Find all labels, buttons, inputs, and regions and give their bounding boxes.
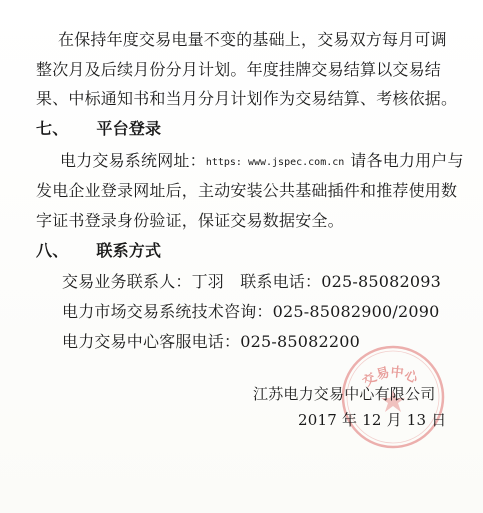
section-8-heading bbox=[36, 241, 161, 261]
paragraph-line: 字证书登录身份验证，保证交易数据安全。 bbox=[36, 211, 344, 230]
platform-url: https: www.jspec.com.cn bbox=[205, 157, 345, 168]
section-title: 平台登录 bbox=[96, 119, 162, 138]
section-number: 七、 bbox=[36, 119, 69, 138]
paragraph-line: 发电企业登录网址后，主动安装公共基础插件和推荐使用数 bbox=[36, 181, 458, 200]
contact-line: 电力市场交易系统技术咨询：025-85082900/2090 bbox=[62, 302, 440, 321]
paragraph-line: 在保持年度交易电量不变的基础上，交易双方每月可调 bbox=[58, 30, 447, 49]
paragraph-line: 果、中标通知书和当月分月计划作为交易结算、考核依据。 bbox=[36, 89, 458, 108]
seal-lettering: 交易中心 bbox=[360, 365, 421, 391]
paragraph-line: 整次月及后续月份分月计划。年度挂牌交易结算以交易结 bbox=[36, 60, 442, 79]
paragraph-line: 电力交易系统网址：https: www.jspec.com.cn 请各电力用户与 bbox=[60, 151, 464, 170]
contact-line: 电力交易中心客服电话：025-85082200 bbox=[62, 332, 360, 351]
issuing-organization: 江苏电力交易中心有限公司 bbox=[253, 385, 436, 403]
section-number: 八、 bbox=[36, 241, 69, 260]
section-title: 联系方式 bbox=[96, 241, 162, 260]
issue-date: 2017 年 12 月 13 日 bbox=[298, 411, 447, 429]
section-7-heading bbox=[36, 119, 161, 139]
contact-line: 交易业务联系人：丁羽 联系电话：025-85082093 bbox=[62, 272, 441, 291]
